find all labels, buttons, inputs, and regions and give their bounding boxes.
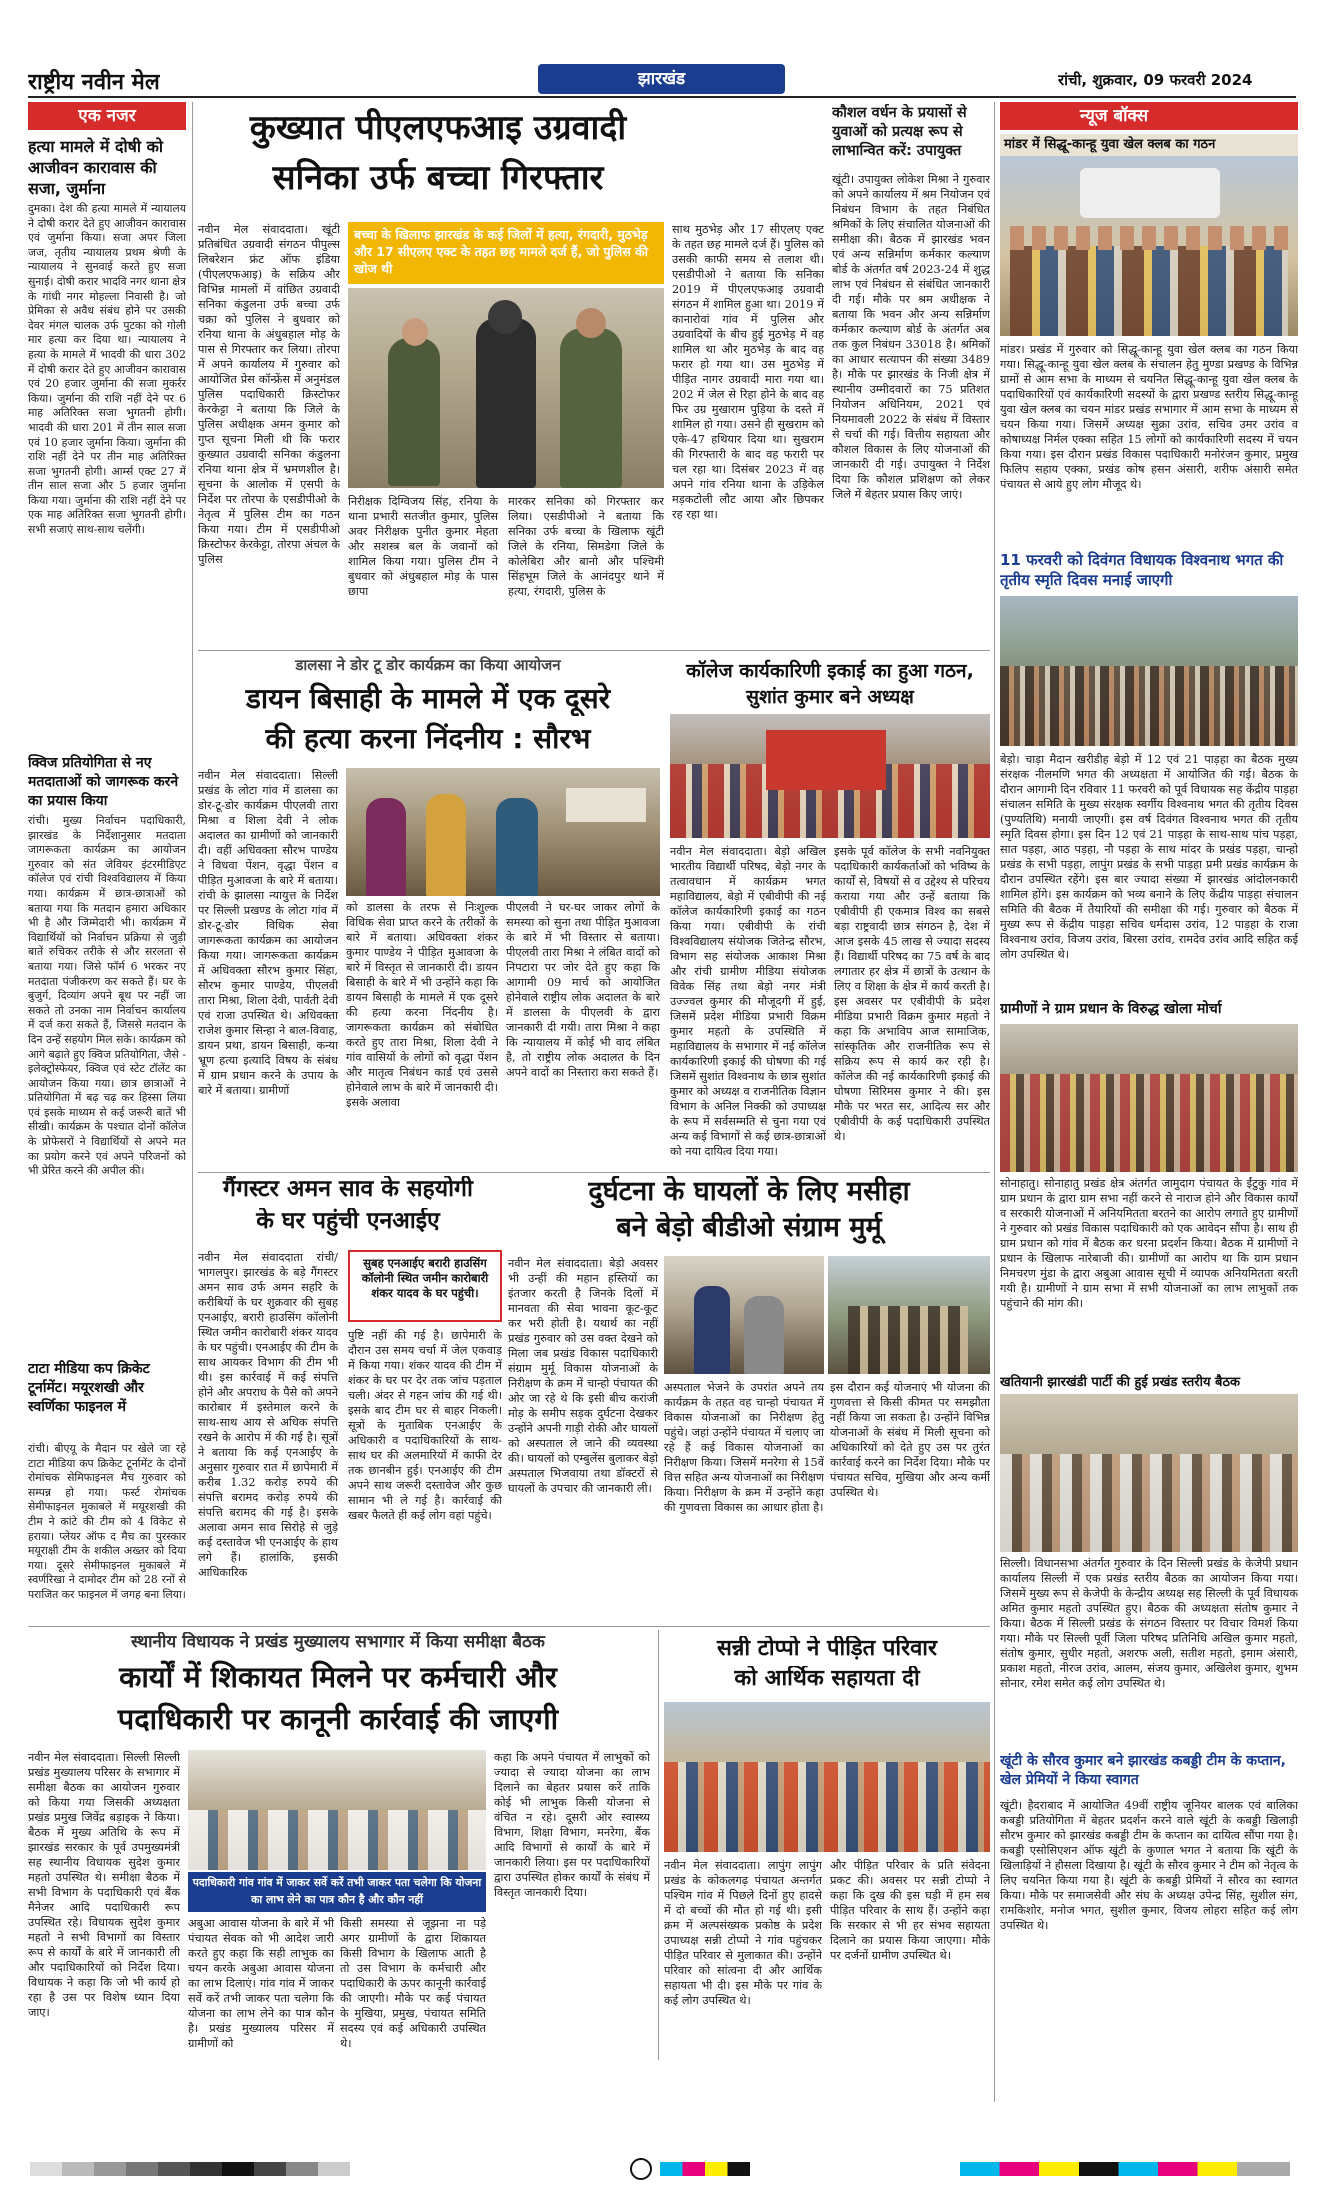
news-box (1000, 102, 1298, 2062)
lead-headline-2: सनिका उर्फ बच्चा गिरफ्तार (272, 158, 604, 198)
lead-body-c: मारकर सनिका को गिरफ्तार कर लिया। एसडीपीओ ने बताया कि सनिका उर्फ बच्चा के खिलाफ खूंटी जिले के रनिया, सिमडेगा जिले के कोलेबिरा और बानो और पश्चिमी सिंहभूम जिले के आनंदपुर थाने में हत्या, रंगदारी, पुलिस के (508, 495, 664, 598)
story-body: रांची। बीएयू के मैदान पर खेले जा रहे टाटा मीडिया कप क्रिकेट टूर्नामेंट के दोनों रोमांचक सेमिफाइनल मैच गुरुवार को सम्पन्न हो गया। फर्स्ट रोमांचक सेमीफाइनल मुकाबले में मयूरशखी की टीम ने कांटे की टीम को 4 विकेट से हराया। प्लेयर ऑफ द मैच का पुरस्कार मयूराक्षी टीम के शकील अख्तर को दिया गया। दूसरे सेमीफाइनल मुकाबले में स्वर्णरिखा ने दामोदर टीम को 28 रनों से पराजित कर फाइनल में जगह बना लिया। (28, 1442, 186, 1601)
memorial-photo (1000, 596, 1298, 746)
review-body-d: किसी समस्या से जूझना ना पड़े अगर ग्रामीणों के द्वारा शिकायत किसी विभाग के खिलाफ आती है तो उस विभाग के कर्मचारी और पदाधिकारी के ऊपर कानूनी कार्रवाई की जाएगी। मौके पर कई पंचायत के मुखिया, प्रमुख, पंचायत समिति सदस्य एवं कई अधिकारी उपस्थित थे। (340, 1917, 486, 2050)
review-body-b: कहा कि अपने पंचायत में लाभुकों को ज्यादा से ज्यादा योजना का लाभ दिलाने का बेहतर प्रयास करें ताकि कोई भी लाभुक किसी योजना से वंचित न रहे। दूसरी ओर स्वास्थ्य विभाग, शिक्षा विभाग, मनरेगा, बैंक आदि विभागों से कार्यों के बारे में जानकारी लिया। इस पर पदाधिकारियों द्वारा उपस्थित होकर कार्यों के संबंध में विस्तृत जानकारी दिया। (494, 1751, 650, 1899)
story-head: टाटा मीडिया कप क्रिकेट टूर्नामेंट। मयूरशखी और स्वर्णिका फाइनल में (28, 1361, 150, 1415)
gangster-headline-1: गैंगस्टर अमन साव के सहयोगी (223, 1176, 473, 1202)
college-body-a: नवीन मेल संवाददाता। बेड़ो अखिल भारतीय विद्यार्थी परिषद, बेड़ो नगर के तत्वावधान में कार्यक्रम भगत महाविद्यालय, बेड़ो में एबीवीपी की नई कॉलेज कार्यकारिणी इकाई का गठन किया गया। एबीवीपी के रांची विश्वविद्यालय संयोजक जितेन्द्र सौरभ, विभाग सह संयोजक आकाश मिश्रा और रांची ग्रामीण मीडिया संयोजक विवेक सिंह तथा बेड़ो नगर मंत्री उज्ज्वल कुमार की मौजूदगी में हुई, जिसमें प्रदेश मीडिया प्रभारी विक्रम कुमार महतो के उपस्थिति में महाविद्यालय के सभागार में नई कॉलेज कार्यकारिणी इकाई की घोषणा की गई जिसमें सुशांत विश्वनाथ के छात्र सुशांत कुमार को अध्यक्ष व राजनीतिक विज्ञान विभाग के अनिल निक्की को उपाध्यक्ष के रूप में सर्वसम्मति से चुना गया एवं अन्य कई विभागों से कई छात्र-छात्राओं को नया दायित्व दिया गया। (670, 845, 826, 1158)
lead-photo (348, 288, 664, 488)
review-headline-1: कार्यों में शिकायत मिलने पर कर्मचारी और (119, 1660, 557, 1694)
lead-headline-1: कुख्यात पीएलएफआइ उग्रवादी (249, 108, 627, 148)
college-photo (670, 714, 990, 838)
news-s5: खूंटी। हैदराबाद में आयोजित 49वीं राष्ट्रीय जूनियर बालक एवं बालिका कबड्डी प्रतियोगिता में बेहतर प्रदर्शन करने वाले खूंटी के कबड्डी खिलाड़ी सौरभ कुमार को झारखंड कबड्डी टीम के कप्तान का दायित्व सौंपा गया है। कबड्डी एसोसिएशन ऑफ खूंटी के कुणाल भगत ने बताया कि खूंटी के खिलाड़ियों ने हौसला दिखाया है। खूंटी के सौरव कुमार ने टीम को नेतृत्व के लिए चयनित किया गया है। खूंटी के कबड्डी प्रेमियों ने सौरव का स्वागत किया। मौके पर समाजसेवी और संघ के अध्यक्ष उपेन्द्र सिंह, सुशील संग, रामकिशोर, मनोज भगत, सुशील कुमार, विजय लोहरा सहित कई लोग उपस्थित थे। (1000, 1799, 1298, 1932)
review-body-c: अबुआ आवास योजना के बारे में भी पंचायत सेवक को भी आदेश जारी करते हुए कहा कि सही लाभुक का चयन करके अबुआ आवास योजना का लाभ दिलाएं। गांव गांव में जाकर सर्वे करें तभी जाकर पता चलेगा कि योजना का लाभ लेने का पात्र कौन है। प्रखंड मुख्यालय परिसर में ग्रामीणों को (188, 1917, 334, 2050)
gangster-pullquote-text: सुबह एनआईए बरारी हाउसिंग कॉलोनी स्थित जमीन कारोबारी शंकर यादव के घर पहुंची। (361, 1256, 489, 1300)
gangster-body-a: नवीन मेल संवाददाता रांची/भागलपुर। झारखंड के बड़े गैंगस्टर अमन साव उर्फ अमन सहरि के करीबियों के घर शुक्रवार की सुबह एनआईए, बरारी हाउसिंग कॉलोनी स्थित जमीन कारोबारी शंकर यादव के घर पहुंची। एनआईए की टीम के साथ आयकर विभाग की टीम भी थी। इस कार्रवाई में कई संपत्ति होने और अपराध के पैसे को अपने कारोबार में इस्तेमाल करने के साथ-साथ आय से अधिक संपत्ति रखने के आरोप में की गई है। सूत्रों ने बताया कि कई एनआईए के अनुसार गुरुवार रात में छापेमारी में करीब 1.32 करोड़ रुपये की संपत्ति बरामद करोड़ रुपये की संपत्ति बरामद की गई है। इसके अलावा अमन साव सिरोहे से जुड़े कई दस्तावेज भी एनआईए के हाथ लगे हैं। हालांकि, इसकी आधिकारिक (198, 1251, 338, 1579)
club-photo (1000, 156, 1298, 336)
sunny-headline-1: सन्नी टोप्पो ने पीड़ित परिवार (716, 1636, 938, 1661)
bdo-headline-2: बने बेड़ो बीडीओ संग्राम मुर्मू (616, 1212, 882, 1243)
review-caption-box (188, 1872, 486, 1912)
news-h4: खतियानी झारखंडी पार्टी की हुई प्रखंड स्तरीय बैठक (1000, 1375, 1240, 1390)
dayan-body-b: को डालसा के तरफ से निःशुल्क विधिक सेवा प्राप्त करने के तरीकों के बारे में बताया। अधिवक्ता शंकर कुमार पाण्डेय ने पीड़ित मुआवजा के बारे में विस्तृत से जानकारी दी। डायन बिसाही के बारे में भी उन्होंने कहा कि डायन बिसाही के मामले में एक दूसरे की हत्या करना निंदनीय है। जागरूकता कार्यक्रम को संबोधित करते हुए तारा मिश्रा, शिला देवी ने गांव वासियों के लोगों को वृद्धा पेंशन और मातृत्व निबंधन कार्ड एवं उससे होनेवाले लाभ के बारे में जानकारी दी। इसके अलावा (346, 901, 498, 1109)
review-body-a: नवीन मेल संवाददाता। सिल्ली सिल्ली प्रखंड मुख्यालय परिसर के सभागार में समीक्षा बैठक का आयोजन गुरुवार को किया गया जिसकी अध्यक्षता प्रखंड प्रमुख जिवेंद्र बड़ाइक ने किया। बैठक में मुख्य अतिथि के रूप में झारखंड सरकार के पूर्व उपमुख्यमंत्री सह स्थानीय विधायक सुदेश कुमार महतो उपस्थित थे। समीक्षा बैठक में सभी विभाग के पदाधिकारी एवं बैंक मैनेजर आदि पदाधिकारी रूप उपस्थित रहे। विधायक सुदेश कुमार महतो ने सभी विभागों का विस्तार रूप से कार्यों के बारे में जानकारी ली और पदाधिकारियों को निर्देश दिया। विधायक ने कहा कि जो भी कार्य हो रहा है उस पर विशेष ध्यान दिया जाए। (28, 1751, 180, 2019)
registration-marks (0, 2150, 1325, 2190)
college-headline: कॉलेज कार्यकारिणी इकाई का हुआ गठन, सुशांत कुमार बने अध्यक्ष (686, 660, 974, 708)
meeting-photo (1000, 1394, 1298, 1552)
protest-photo (1000, 1024, 1298, 1172)
news-s2: बेड़ो। चाड़ा मैदान खरीडीह बेड़ो में 12 एवं 21 पाड़हा का बैठक मुख्य संरक्षक नीलमणि भगत की अध्यक्षता में आयोजित की गई। बैठक के दौरान आगामी दिन रविवार 11 फरवरी को पूर्व विधायक सह केंद्रीय पाड़हा संचालन समिति के मुख्य संरक्षक स्वर्गीय विश्वनाथ भगत की तृतीय दिवस (पुण्यतिथि) मनायी जाएगी। इस वर्ष दिवंगत विश्वनाथ भगत की तृतीय स्मृति दिवस होगा। इस दिन 12 एवं 21 पाड़हा के साथ-साथ पांच पड़हा, सात पड़हा, आठ पड़हा, नौ पड़हा के साथ मांदर के प्रखंड पड़हा, चान्हो प्रखंड के सभी पड़हा, लापुंग प्रखंड के सभी पाड़हा प्रमी प्रखंड कार्यक्रम के दौरान उपस्थित रहेंगे। इस बार ज्यादा संख्या में झारखंड आंदोलनकारी शामिल होंगे। इस कार्यक्रम को भव्य बनाने के लिए केंद्रीय पाड़हा संचालन समिति की बैठक में तैयारियों की समीक्षा की गई। गुरुवार को बैठक में मुख्य रूप से केंद्रीय पाड़हा सचिव धर्मदास उरांव, 12 पाड़हा के राजा विश्वनाथ उरांव, विजय उरांव, बिरसा उरांव, रामदेव उरांव आदि सहित कई लोग उपस्थित थे। (1000, 753, 1298, 961)
lead-highlight-box (348, 222, 664, 284)
dayan-body-c: पीएलवी ने घर-घर जाकर लोगों के समस्या को सुना तथा पीड़ित मुआवजा के बारे में भी विस्तार से बताया। पीएलवी तारा मिश्रा ने लंबित वादों को निपटारा पर जोर देते हुए कहा कि आगामी 09 मार्च को आयोजित होनेवाले राष्ट्रीय लोक अदालत के बारे में डालसा के पीएलवी के द्वारा जानकारी दी गयी। तारा मिश्रा ने कहा कि न्यायालय में कोई भी वाद लंबित है, तो राष्ट्रीय लोक अदालत के दिन अपने वादों का निस्तारा करा सकते हैं। (506, 901, 660, 1079)
gangster-headline-2: के घर पहुंची एनआईए (256, 1208, 440, 1234)
news-h2: 11 फरवरी को दिवंगत विधायक विश्वनाथ भगत की तृतीय स्मृति दिवस मनाई जाएगी (1000, 551, 1284, 589)
college-body-b: इसके पूर्व कॉलेज के सभी नवनियुक्त पदाधिकारी कार्यकर्ताओं को भविष्य के कार्यों से, विषयों से व उद्देश्य से परिचय कराया गया और उन्हें बताया कि एबीवीपी ही एकमात्र विश्व का सबसे बड़ा राष्ट्रवादी छात्र संगठन है, देश में आज इसके 45 लाख से ज्यादा सदस्य हैं। विद्यार्थी परिषद का 75 वर्ष के बाद लगातार हर क्षेत्र में छात्रों के उत्थान के लिए व शिक्षा के क्षेत्र में कार्य करती है। इस अवसर पर एबीवीपी के प्रदेश मीडिया प्रभारी विक्रम कुमार महतो ने कहा कि अभाविप आज सामाजिक, सांस्कृतिक और राजनीतिक रूप से सक्रिय रूप से कार्य कर रही है। कॉलेज की नई कार्यकारिणी इकाई की घोषणा सिरिमस कुमार ने की। इस मौके पर भरत सर, आदित्य सर और एबीवीपी के कई पदाधिकारी उपस्थित थे। (834, 845, 990, 1143)
lead-body-a: नवीन मेल संवाददाता। खूंटी प्रतिबंधित उग्रवादी संगठन पीपुल्स लिबरेशन फ्रंट ऑफ इंडिया (पीएलएफआइ) के सक्रिय और विभिन्न मामलों में वांछित उग्रवादी सनिका कंडुलना उर्फ बच्चा उर्फ चक्रा को पुलिस ने बुधवार को रनिया थाना के अंधुबहाल मोड़ के पास से गिरफ्तार कर लिया। तोरपा में अपने कार्यालय में गुरुवार को आयोजित प्रेस कॉन्फ्रेंस में अनुमंडल पुलिस पदाधिकारी क्रिस्टोफर केरकेट्टा ने बताया कि जिले के पुलिस अधीक्षक अमन कुमार को गुप्त सूचना मिली थी कि फरार कुख्यात उग्रवादी सनिका कंडुलना रनिया थाना क्षेत्र में भ्रमणशील है। सूचना के आलोक में एसपी के निर्देश पर तोरपा के एसडीपीओ के नेतृत्व में पुलिस टीम का गठन किया गया। टीम में एसडीपीओ क्रिस्टोफर केरकेट्टा, तोरपा अंचल के पुलिस (198, 223, 340, 566)
story-head: हत्या मामले में दोषी को आजीवन कारावास की सजा, जुर्माना (28, 137, 164, 198)
news-h3: ग्रामीणों ने ग्राम प्रधान के विरुद्ध खोला मोर्चा (1000, 1001, 1222, 1017)
ek-nazar-label: एक नजर (28, 102, 186, 130)
masthead (0, 0, 1325, 100)
section-tag (538, 64, 785, 94)
news-s1: मांडर। प्रखंड में गुरुवार को सिद्धू-कान्हू युवा खेल क्लब का गठन किया गया। सिद्धू-कान्हू युवा खेल क्लब के संचालन हेतु मुण्डा प्रखण्ड के विभिन्न ग्रामों से आम सभा के माध्यम से चयनित सिद्धू-कान्हू युवा खेल क्लब के पदाधिकारियों एवं कार्यकारिणी सदस्यों के द्वारा प्रखण्ड स्तरीय सिद्धू-कान्हू युवा खेल क्लब का चयन मांडर प्रखंड सभागार में आम सभा के माध्यम से चयन किया गया। जिसमें अध्यक्ष सुक्रा उरांव, सचिव उमर उरांव व कोषाध्यक्ष निर्मल एक्का सहित 15 लोगों को कार्यकारिणी सदस्य में चयन किया गया। इस दौरान प्रखंड विकास पदाधिकारी मनोरंजन कुमार, प्रमुख फिलिप सहाय एक्का, प्रखंड कोष हसन अंसारी, शरीफ अंसारी समेत पंचायत से आये हुए लोग मौजूद थे। (1000, 343, 1298, 491)
news-s3: सोनाहातु। सोनाहातु प्रखंड क्षेत्र अंतर्गत जामुदाग पंचायत के ईंटुकु गांव में ग्राम प्रधान के द्वारा ग्राम सभा नहीं करने से नाराज होने और विकास कार्यों व सरकारी योजनाओं में अनियमितता बरतने का आरोप लगाते हुए ग्रामीणों ने गुरुवार को प्रखंड विकास पदाधिकारी को एक आवेदन सौंपा है। साथ ही ग्राम प्रधान को गांव में बैठक कर धरना प्रदर्शन किया। बैठक में ग्रामीणों ने प्रधान के खिलाफ नारेबाजी की। ग्रामीणों का आरोप था कि ग्राम प्रधान निमचरण मुंडा के द्वारा अबुआ आवास सूची में व्यापक अनियमितता बरती गयी है। ग्रामीणों ने ग्राम सभा में सभी योजनाओं का लाभ लाभुकों तक पहुंचाने की मांग की। (1000, 1177, 1298, 1310)
dayan-kicker: डालसा ने डोर टू डोर कार्यक्रम का किया आयोजन (295, 656, 561, 674)
sunny-body-a: नवीन मेल संवाददाता। लापुंग लापुंग प्रखंड के कोकलगढ़ पंचायत अन्तर्गत पश्चिम गांव में पिछले दिनों हुए हादसे में दो बच्चों की मौत हो गई थी। इसी क्रम में अल्पसंख्यक प्रकोष्ठ के प्रदेश उपाध्यक्ष सन्नी टोप्पो ने गांव पहुंचकर पीड़ित परिवार से मुलाकात की। उन्होंने परिवार को सांत्वना दी और आर्थिक सहायता भी दी। इस मौके पर गांव के कई लोग उपस्थित थे। (664, 1859, 822, 2007)
bdo-body-a: नवीन मेल संवाददाता। बेड़ो अवसर भी उन्हीं की महान हस्तियों का इंतजार करती है जिनके दिलों में मानवता की सेवा भावना कूट-कूट कर भरी होती है। यथार्थ का नहीं प्रखंड गुरुवार को उस वक्त देखने को मिला जब प्रखंड विकास पदाधिकारी संग्राम मुर्मू विकास योजनाओं के निरीक्षण के क्रम में चान्हो पंचायत की ओर जा रहे थे कि इसी बीच करांजी मोड़ के समीप सड़क दुर्घटना देखकर उन्होंने अपनी गाड़ी रोकी और घायलों को अस्पताल ले जाने की व्यवस्था की। घायलों को एम्बुलेंस बुलाकर बेड़ो अस्पताल भिजवाया तथा डॉक्टरों से घायलों के उपचार की जानकारी ली। (508, 1257, 658, 1495)
dateline: रांची, शुक्रवार, 09 फरवरी 2024 (1058, 71, 1253, 89)
dayan-photo (346, 768, 660, 896)
review-photo (188, 1750, 486, 1870)
gangster-body-b: पुष्टि नहीं की गई है। छापेमारी के दौरान उस समय चर्चा में जेल एकवाड़ में किया गया। शंकर यादव की टीम में शंकर के घर पर देर तक जांच पड़ताल चली। अंदर से गहन जांच की गई थी। इसके बाद टीम घर से बाहर निकली। सूत्रों के मुताबिक एनआईए के अधिकारी व पदाधिकारियों के साथ-साथ घर की अलमारियों में काफी देर तक छानबीन हुई। एनआईए की टीम अपने साथ जरूरी दस्तावेज और कुछ सामान भी ले गई है। कार्रवाई की खबर फैलते ही कई लोग वहां पहुंचे। (348, 1329, 502, 1522)
story-body: रांची। मुख्य निर्वाचन पदाधिकारी, झारखंड के निर्देशानुसार मतदाता जागरूकता कार्यक्रम का आयोजन गुरुवार को संत जेवियर इंटरमीडिएट कॉलेज एवं रांची विश्वविद्यालय में किया गया। कार्यक्रम में छात्र-छात्राओं को बताया गया कि मतदान हमारा अधिकार भी है और जिम्मेदारी भी। कार्यक्रम में विद्यार्थियों को निर्वाचन प्रक्रिया से जुड़ी बातें रुचिकर तरीके से और सरलता से बताया गया। जिसे फॉर्म 6 भरकर नए मतदाता पंजीकरण कर सकते हैं। घर के बुजुर्ग, दिव्यांग अपने बूथ पर नहीं जा सकते तो उनका नाम निर्वाचन कार्यालय में दर्ज करा सकते हैं, जिससे मतदान के दिन उन्हें सहयोग मिल सके। कार्यक्रम को आगे बढ़ाते हुए क्विज प्रतियोगिता, जैसे - इलेक्ट्रोस्फेयर, क्विज एवं स्टेट टॉलेंट का आयोजन किया गया। छात्र छात्राओं ने प्रतियोगिता में बढ़ चढ़ कर हिस्सा लिया एवं इसके माध्यम से कई जरूरी बातें भी सीखी। कार्यक्रम के पश्चात दोनों कॉलेज के प्रोफेसरों ने विद्यार्थियों से अपने मत का प्रयोग करने एवं अपने परिजनों को भी प्रेरित करने की अपील की। (28, 814, 186, 1178)
bdo-photo-1 (664, 1256, 824, 1374)
dayan-body-a: नवीन मेल संवाददाता। सिल्ली प्रखंड के लोटा गांव में डालसा का डोर-टू-डोर कार्यक्रम पीएलवी तारा मिश्रा व शिला देवी ने लोक अदालत का ग्रामीणों को जानकारी दी। वहीं अधिवक्ता सौरभ पाण्डेय ने विधवा पेंशन, वृद्धा पेंशन व पीड़ित मुआवजा के बारे में बताया। रांची के झालसा न्यायुत्त के निर्देश पर सिल्ली प्रखण्ड के लोटा गांव में डोर-टू-डोर विधिक सेवा जागरूकता कार्यक्रम का आयोजन किया गया। जागरूकता कार्यक्रम में अधिवक्ता सौरभ कुमार सिंहा, सौरभ कुमार पाण्डेय, पीएलवी तारा मिश्रा, शिला देवी, पार्वती देवी एवं राजा उपस्थित थे। अधिवक्ता राजेश कुमार सिन्हा ने बाल-विवाह, डायन प्रथा, डायन बिसाही, कन्या भ्रूण हत्या इत्यादि विषय के संबंध में ग्राम प्रधान करने के उपाय के बारे में बताया। ग्रामीणों (198, 769, 338, 1097)
section-label: झारखंड (637, 69, 686, 89)
paper-name: राष्ट्रीय नवीन मेल (28, 69, 160, 95)
bdo-body-b: अस्पताल भेजने के उपरांत अपने तय कार्यक्रम के तहत वह चान्हो पंचायत में विकास योजनाओं का निरीक्षण हेतु पहुंचे। जहां उन्होंने पंचायत में चलाए जा रहे हैं कई विकास योजनाओं का निरीक्षण किया। जिसमें मनरेगा से 15वें वित्त सहित अन्य योजनाओं का निरीक्षण किया। निरीक्षण के क्रम में उन्होंने कहा की गुणवत्ता विकास का आधार होता है। (664, 1381, 824, 1514)
lead-highlight-text: बच्चा के खिलाफ झारखंड के कई जिलों में हत्या, रंगदारी, मुठभेड़ और 17 सीएलए एक्ट के तहत छह मामले दर्ज हैं, जो पुलिस की खोज थी (354, 227, 648, 276)
skill-body: खूंटी। उपायुक्त लोकेश मिश्रा ने गुरुवार को अपने कार्यालय में श्रम नियोजन एवं निबंधन विभाग के तहत निबंधित श्रमिकों के लिए संचालित योजनाओं की समीक्षा की। बैठक में झारखंड भवन एवं अन्य सन्निर्माण कर्मकार कल्याण बोर्ड के अंतर्गत वर्ष 2023-24 में शुद्ध लाभ एवं निबंधन से संबंधित जानकारी दी गई। मौके पर श्रम अधीक्षक ने बताया कि भवन और अन्य सन्निर्माण कर्मकार कल्याण बोर्ड के अंतर्गत अब तक कुल निबंधन 33018 है। श्रमिकों का आधार सत्यापन की संख्या 3489 है। मौके पर झारखंड के निजी क्षेत्र में स्थानीय उम्मीदवारों का 75 प्रतिशत नियोजन अधिनियम, 2021 एवं नियमावली 2022 के संबंध में विस्तार से चर्चा की गई। वित्तीय सहायता और कौशल विकास के लिए योजनाओं की जानकारी दी गई। उपायुक्त ने निर्देश दिया कि कौशल प्रशिक्षण को लेकर जिले में बेहतर प्रयास किए जाएं। (832, 173, 990, 501)
review-caption: पदाधिकारी गांव गांव में जाकर सर्वे करें तभी जाकर पता चलेगा कि योजना का लाभ लेने का पात्र कौन है और कौन नहीं (192, 1876, 482, 1906)
skill-headline: कौशल वर्धन के प्रयासों से युवाओं को प्रत्यक्ष रूप से लाभान्वित करें: उपायुक्त (832, 105, 967, 159)
review-headline-2: पदाधिकारी पर कानूनी कार्रवाई की जाएगी (117, 1702, 559, 1736)
sunny-body-b: और पीड़ित परिवार के प्रति संवेदना प्रकट की। अवसर पर सन्नी टोप्पो ने कहा कि दुख की इस घड़ी में हम सब पीड़ित परिवार के साथ हैं। उन्होंने कहा कि सरकार से भी हर संभव सहायता दिलाने का प्रयास किया जाएगा। मौके पर दर्जनों ग्रामीण उपस्थित थे। (830, 1859, 990, 1962)
dayan-headline-2: की हत्या करना निंदनीय : सौरभ (265, 722, 591, 755)
sunny-photo (664, 1702, 990, 1852)
bdo-headline-1: दुर्घटना के घायलों के लिए मसीहा (588, 1176, 910, 1207)
lead-body-b: निरीक्षक दिग्विजय सिंह, रनिया के थाना प्रभारी सतजीत कुमार, पुलिस अवर निरीक्षक पुनीत कुमार मेहता और सशस्त्र बल के जवानों को शामिल किया गया। पुलिस टीम ने बुधवार को अंधुबहाल मोड़ के पास छापा (348, 495, 498, 598)
lead-body-d: साथ मुठभेड़ और 17 सीएलए एक्ट के तहत छह मामले दर्ज हैं। पुलिस को उसकी काफी समय से तलाश थी। एसडीपीओ ने बताया कि सनिका 2019 में पीएलएफआइ उग्रवादी संगठन में शामिल हुआ था। 2019 में कानारोवां गांव में पुलिस और उग्रवादियों के बीच हुई मुठभेड़ में वह शामिल था और मुठभेड़ के बाद वह फरार हो गया था। उस मुठभेड़ में पीड़ित नागर उग्रवादी मारा गया था। 202 में जेल से रिहा होने के बाद वह फिर उग्र मुखाराम पुड़िया के दस्ते में शामिल हो गया। उसने ही सुखराम को एके-47 हथियार दिया था। सुखराम की गिरफ्तारी के बाद वह फरारी पर चल रहा था। दिसंबर 2023 में वह अपने गांव रनिया थाना के उड़िकेल मड़कटोली लौट आया और छिपकर रह रहा था। (672, 223, 824, 521)
sunny-headline-2: को आर्थिक सहायता दी (734, 1666, 920, 1691)
news-s4: सिल्ली। विधानसभा अंतर्गत गुरुवार के दिन सिल्ली प्रखंड के केजेपी प्रधान कार्यालय सिल्ली में एक प्रखंड स्तरीय बैठक का आयोजन किया गया। जिसमें मुख्य रूप से केजेपी के केन्द्रीय अध्यक्ष सह सिल्ली के पूर्व विधायक अमित कुमार महतो उपस्थित हुए। बैठक की अध्यक्षता संतोष कुमार ने किया। बैठक में सिल्ली प्रखंड के संगठन विस्तार पर विचार विमर्श किया गया। मौके पर सिल्ली पूर्वी जिला परिषद प्रतिनिधि अखिल कुमार महतो, संतोष कुमार, सुधीर महतो, अशरफ अली, सतीश महतो, इमाम अंसारी, प्रकाश महतो, नीरज उरांव, आलम, संजय कुमार, अखिलेश कुमार, शुभम सोनार, रमेश समेत कई लोग उपस्थित थे। (1000, 1557, 1298, 1690)
story-body: दुमका। देश की हत्या मामले में न्यायालय ने दोषी करार देते हुए आजीवन कारावास एवं जुर्माना किया। सजा अपर जिला जज, तृतीय न्यायालय प्रथम श्रेणी के न्यायालय ने सुनवाई करते हुए सजा सुनाई। दोषी करार भादवि नगर थाना क्षेत्र के गांधी नगर मोहल्ला निवासी है। जो प्रेमिका से अवैध संबंध होने पर उसकी देवर मंगल चालक उर्फ पुटका को गोली मार हत्या कर दिया था। न्यायालय ने हत्या के मामले में भादवी की धारा 302 में दोषी करार देते हुए आजीवन कारावास एवं 20 हजार जुर्माना की सजा मुकर्रर किया। जुर्माना की राशि नहीं देने पर 6 माह अतिरिक्त सजा भुगतनी होगी। भादवी की धारा 201 में तीन साल सजा एवं 10 हजार जुर्माना किया। जुर्माना की राशि नहीं देने पर तीन माह अतिरिक्त सजा भुगतनी होगी। आर्म्स एक्ट 27 में तीन साल सजा और 5 हजार जुर्माना किया गया। जुर्माना की राशि नहीं देने पर एक माह अतिरिक्त सजा भुगतनी होगी। सभी सजाएं साथ-साथ चलेंगी। (28, 202, 186, 537)
story-head: क्विज प्रतियोगिता से नए मतदाताओं को जागरूक करने का प्रयास किया (28, 755, 179, 809)
gangster-pullquote (348, 1250, 502, 1322)
news-h5: खूंटी के सौरव कुमार बने झारखंड कबड्डी टीम के कप्तान, खेल प्रेमियों ने किया स्वागत (1000, 1753, 1286, 1788)
bdo-photo-2 (828, 1256, 990, 1374)
news-box-label: न्यूज बॉक्स (1000, 102, 1298, 130)
bdo-body-c: इस दौरान कई योजनाएं भी योजना की गुणवत्ता से किसी कीमत पर समझौता नहीं किया जा सकता है। उन्होंने विभिन्न योजनाओं के संबंध में मिली सूचना को अधिकारियों को देते हुए उस पर तुरंत कार्रवाई करने का निर्देश दिया। मौके पर पंचायत सचिव, मुखिया और अन्य कर्मी उपस्थित थे। (830, 1381, 990, 1499)
news-photo-head: मांडर में सिद्धू-कान्हू युवा खेल क्लब का गठन (1000, 134, 1298, 156)
review-kicker: स्थानीय विधायक ने प्रखंड मुख्यालय सभागार में किया समीक्षा बैठक (131, 1632, 545, 1652)
dayan-headline-1: डायन बिसाही के मामले में एक दूसरे (245, 682, 611, 715)
